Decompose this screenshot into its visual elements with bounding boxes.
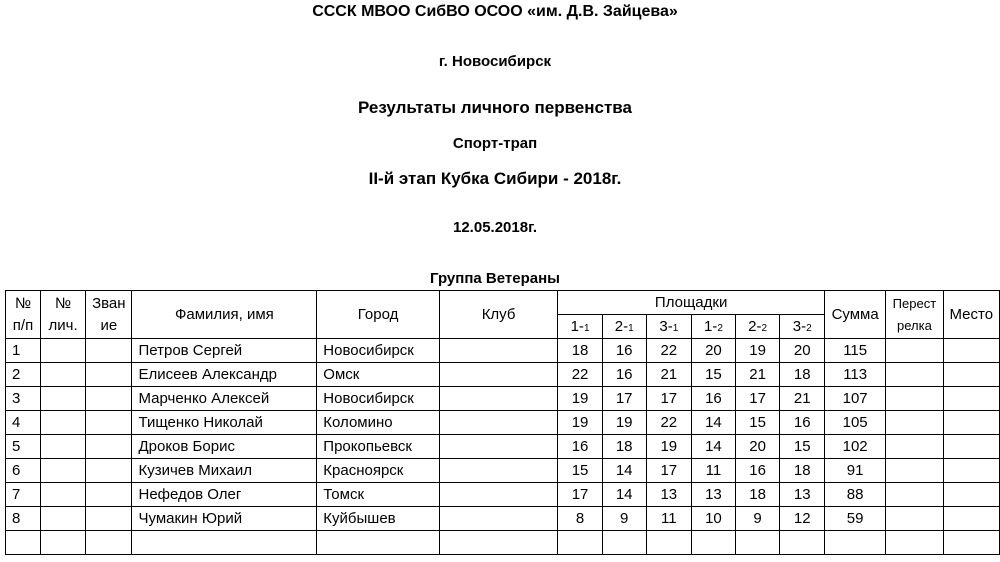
cell-score: 21: [735, 363, 780, 387]
header-platform-3: [646, 315, 692, 339]
platform-label: 1-: [570, 318, 584, 335]
cell-score: 16: [780, 411, 825, 435]
cell-empty: [132, 531, 317, 555]
cell-score: 15: [692, 363, 736, 387]
cell-club: [439, 363, 557, 387]
cell-place: [943, 435, 999, 459]
cell-score: 18: [735, 483, 780, 507]
cell-empty: [41, 531, 86, 555]
cell-club: [439, 411, 557, 435]
cell-place: [943, 411, 999, 435]
cell-score: 18: [602, 435, 646, 459]
cell-sum: 88: [825, 483, 886, 507]
cell-place: [943, 339, 999, 363]
table-row-empty: [6, 531, 1000, 555]
cell-num: 3: [6, 387, 41, 411]
cell-score: 13: [692, 483, 736, 507]
cell-name: Дроков Борис: [132, 435, 317, 459]
header-num-line1: №: [14, 294, 32, 312]
header-num-line2: п/п: [12, 316, 34, 334]
cell-score: 22: [558, 363, 603, 387]
header-shootoff: [886, 291, 943, 339]
sport-discipline: Спорт-трап: [452, 135, 538, 152]
cell-club: [439, 435, 557, 459]
cell-score: 21: [780, 387, 825, 411]
header-platform-2: [602, 315, 646, 339]
cell-city: Красноярск: [317, 459, 440, 483]
cell-score: 14: [602, 483, 646, 507]
cell-sum: 102: [825, 435, 886, 459]
header-num: [6, 291, 41, 339]
cell-empty: [825, 531, 886, 555]
header-license-line2: лич.: [48, 316, 78, 334]
cell-score: 14: [692, 435, 736, 459]
platform-sublabel: 1: [628, 323, 634, 334]
cell-place: [943, 507, 999, 531]
cell-rank: [86, 435, 132, 459]
cell-score: 17: [558, 483, 603, 507]
competition-date: 12.05.2018г.: [453, 219, 537, 236]
cell-name: Чумакин Юрий: [132, 507, 317, 531]
cell-club: [439, 459, 557, 483]
cell-place: [943, 387, 999, 411]
cell-empty: [317, 531, 440, 555]
cell-shootoff: [886, 483, 943, 507]
cell-license: [41, 387, 86, 411]
cell-score: 17: [602, 387, 646, 411]
cell-shootoff: [886, 435, 943, 459]
cell-empty: [692, 531, 736, 555]
cell-place: [943, 363, 999, 387]
header-platforms: Площадки: [558, 291, 825, 315]
cell-score: 20: [780, 339, 825, 363]
cell-license: [41, 363, 86, 387]
cell-score: 22: [646, 411, 692, 435]
cell-score: 19: [558, 387, 603, 411]
cell-name: Марченко Алексей: [132, 387, 317, 411]
cell-score: 10: [692, 507, 736, 531]
cell-num: 4: [6, 411, 41, 435]
cell-club: [439, 387, 557, 411]
cell-city: Прокопьевск: [317, 435, 440, 459]
header-rank-line1: Зван: [92, 294, 126, 312]
cell-score: 15: [780, 435, 825, 459]
cell-rank: [86, 363, 132, 387]
cell-score: 17: [646, 459, 692, 483]
cell-city: Куйбышев: [317, 507, 440, 531]
cell-license: [41, 483, 86, 507]
cell-rank: [86, 387, 132, 411]
cell-score: 17: [735, 387, 780, 411]
cell-city: Омск: [317, 363, 440, 387]
cell-city: Новосибирск: [317, 387, 440, 411]
results-table: [5, 290, 1000, 555]
page-title: Результаты личного первенства: [358, 98, 632, 117]
header-shootoff-line1: Перест: [892, 295, 937, 311]
cell-shootoff: [886, 411, 943, 435]
cell-score: 18: [780, 459, 825, 483]
cell-score: 16: [735, 459, 780, 483]
cell-score: 18: [780, 363, 825, 387]
cell-license: [41, 411, 86, 435]
cell-score: 15: [558, 459, 603, 483]
platform-label: 1-: [703, 318, 718, 335]
platform-sublabel: 2: [806, 323, 812, 334]
cell-score: 11: [692, 459, 736, 483]
cell-num: 7: [6, 483, 41, 507]
cell-empty: [86, 531, 132, 555]
header-platform-4: [692, 315, 736, 339]
cell-score: 20: [692, 339, 736, 363]
cell-empty: [943, 531, 999, 555]
platform-sublabel: 1: [672, 323, 679, 334]
cell-license: [41, 435, 86, 459]
cell-score: 11: [646, 507, 692, 531]
cell-city: Томск: [317, 483, 440, 507]
table-row: [6, 363, 1000, 387]
cell-score: 15: [735, 411, 780, 435]
cell-score: 16: [602, 339, 646, 363]
cell-score: 19: [558, 411, 603, 435]
platform-label: 2-: [614, 318, 629, 335]
cell-score: 12: [780, 507, 825, 531]
cell-name: Елисеев Александр: [132, 363, 317, 387]
header-club: Клуб: [439, 291, 557, 339]
cell-score: 13: [646, 483, 692, 507]
cell-score: 19: [646, 435, 692, 459]
cell-score: 21: [646, 363, 692, 387]
cell-num: 5: [6, 435, 41, 459]
platform-sublabel: 2: [761, 323, 768, 334]
header-place: Место: [943, 291, 999, 339]
header-platform-1: [558, 315, 603, 339]
table-row: [6, 483, 1000, 507]
header-license-line1: №: [55, 294, 72, 312]
cell-score: 19: [735, 339, 780, 363]
cell-empty: [6, 531, 41, 555]
header-city: Город: [317, 291, 440, 339]
cell-score: 9: [735, 507, 780, 531]
header-sum: Сумма: [825, 291, 886, 339]
group-title: Группа Ветераны: [430, 270, 560, 287]
table-row: [6, 459, 1000, 483]
cell-empty: [558, 531, 603, 555]
cell-place: [943, 459, 999, 483]
cell-rank: [86, 483, 132, 507]
cell-rank: [86, 411, 132, 435]
cell-sum: 59: [825, 507, 886, 531]
cell-num: 1: [6, 339, 41, 363]
cell-club: [439, 507, 557, 531]
cell-score: 14: [602, 459, 646, 483]
cell-rank: [86, 507, 132, 531]
cell-score: 13: [780, 483, 825, 507]
platform-label: 2-: [748, 318, 762, 335]
cell-score: 18: [558, 339, 603, 363]
cell-score: 14: [692, 411, 736, 435]
header-rank: [86, 291, 132, 339]
table-row: [6, 507, 1000, 531]
cell-sum: 105: [825, 411, 886, 435]
cell-name: Тищенко Николай: [132, 411, 317, 435]
cell-shootoff: [886, 459, 943, 483]
cell-score: 20: [735, 435, 780, 459]
cell-shootoff: [886, 507, 943, 531]
header-platform-5: [735, 315, 780, 339]
cell-shootoff: [886, 339, 943, 363]
cell-empty: [602, 531, 646, 555]
header-shootoff-line2: релка: [897, 317, 932, 333]
cell-shootoff: [886, 363, 943, 387]
platform-sublabel: 1: [583, 323, 590, 334]
platform-sublabel: 2: [717, 323, 723, 334]
table-row: [6, 411, 1000, 435]
header-name: Фамилия, имя: [132, 291, 317, 339]
header-platform-6: [780, 315, 825, 339]
cell-name: Кузичев Михаил: [132, 459, 317, 483]
cell-place: [943, 483, 999, 507]
table-row: [6, 435, 1000, 459]
cell-sum: 91: [825, 459, 886, 483]
city-line: г. Новосибирск: [438, 53, 552, 70]
cell-club: [439, 483, 557, 507]
cell-num: 2: [6, 363, 41, 387]
cell-name: Петров Сергей: [132, 339, 317, 363]
cell-name: Нефедов Олег: [132, 483, 317, 507]
cell-shootoff: [886, 387, 943, 411]
cell-empty: [646, 531, 692, 555]
cell-city: Коломино: [317, 411, 440, 435]
cell-city: Новосибирск: [317, 339, 440, 363]
cell-rank: [86, 459, 132, 483]
header-license: [41, 291, 86, 339]
cell-sum: 113: [825, 363, 886, 387]
table-row: [6, 387, 1000, 411]
cell-score: 19: [602, 411, 646, 435]
cell-score: 9: [602, 507, 646, 531]
cell-club: [439, 339, 557, 363]
cell-num: 6: [6, 459, 41, 483]
cell-score: 16: [692, 387, 736, 411]
cell-empty: [886, 531, 943, 555]
cell-license: [41, 459, 86, 483]
competition-stage: II-й этап Кубка Сибири - 2018г.: [368, 169, 622, 188]
cell-license: [41, 339, 86, 363]
cell-license: [41, 507, 86, 531]
cell-rank: [86, 339, 132, 363]
platform-label: 3-: [659, 318, 673, 335]
cell-empty: [439, 531, 557, 555]
cell-score: 22: [646, 339, 692, 363]
cell-score: 8: [558, 507, 603, 531]
header-rank-line2: ие: [100, 316, 118, 334]
cell-score: 16: [558, 435, 603, 459]
cell-sum: 115: [825, 339, 886, 363]
cell-empty: [780, 531, 825, 555]
table-row: [6, 339, 1000, 363]
cell-sum: 107: [825, 387, 886, 411]
cell-score: 16: [602, 363, 646, 387]
organization-title: СССК МВОО СибВО ОСОО «им. Д.В. Зайцева»: [312, 3, 678, 20]
cell-score: 17: [646, 387, 692, 411]
cell-empty: [735, 531, 780, 555]
platform-label: 3-: [792, 318, 807, 335]
cell-num: 8: [6, 507, 41, 531]
